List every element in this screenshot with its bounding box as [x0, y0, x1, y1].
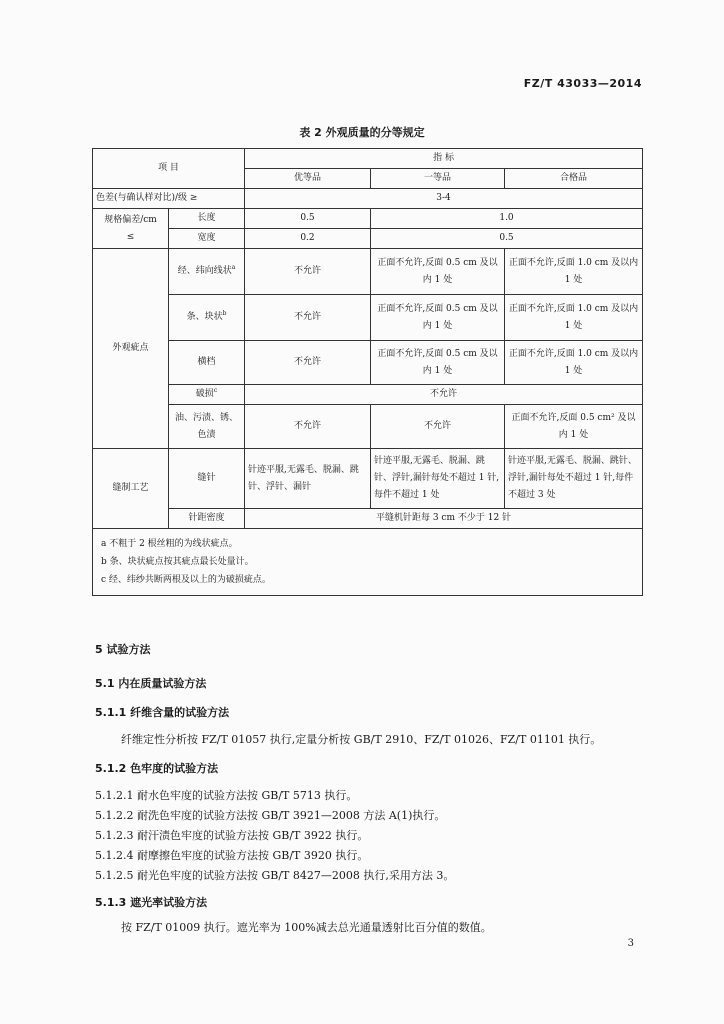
spec-dev-label: 规格偏差/cm ≤	[93, 209, 169, 249]
stitch-grade3: 针迹平服,无露毛、脱漏、跳针、浮针,漏针每处不超过 1 针,每件不超过 3 处	[505, 449, 643, 509]
warp-label: 经、纬向线状$^a$	[169, 249, 245, 295]
stain-label: 油、污渍、锈、色渍	[169, 405, 245, 449]
width-label: 宽度	[169, 229, 245, 249]
bar-grade1: 不允许	[245, 341, 371, 385]
section-5-1-1-heading: 5.1.1 纤维含量的试验方法	[95, 706, 230, 719]
length-grade1: 0.5	[245, 209, 371, 229]
clause-5-1-2-2: 5.1.2.2 耐洗色牢度的试验方法按 GB/T 3921—2008 方法 A(1)执行。	[95, 809, 446, 822]
table-row	[93, 449, 643, 509]
width-grade1: 0.2	[245, 229, 371, 249]
header-grade-excellent: 优等品	[245, 169, 371, 189]
table-title: 表 2 外观质量的分等规定	[299, 126, 425, 139]
page-number: 3	[627, 938, 634, 949]
table-row	[93, 249, 643, 295]
strip-grade1: 不允许	[245, 295, 371, 341]
table-row	[93, 149, 643, 169]
appearance-label: 外观疵点	[93, 249, 169, 449]
color-diff-label: 色差(与确认样对比)/级 ≥	[93, 189, 245, 209]
density-value: 平缝机针距每 3 cm 不少于 12 针	[245, 509, 643, 529]
table-row	[93, 405, 643, 449]
paragraph-5-1-3: 按 FZ/T 01009 执行。遮光率为 100%减去总光通量透射比百分值的数值。	[121, 921, 492, 934]
note-a: a 不粗于 2 根丝粗的为线状疵点。	[101, 539, 238, 549]
table-row	[93, 229, 643, 249]
color-diff-value: 3-4	[245, 189, 643, 209]
clause-5-1-2-1: 5.1.2.1 耐水色牢度的试验方法按 GB/T 5713 执行。	[95, 789, 358, 802]
section-5-heading: 5 试验方法	[95, 643, 151, 656]
table-row	[93, 509, 643, 529]
warp-grade1: 不允许	[245, 249, 371, 295]
damage-value: 不允许	[245, 385, 643, 405]
strip-label: 条、块状$^b$	[169, 295, 245, 341]
warp-grade2: 正面不允许,反面 0.5 cm 及以内 1 处	[371, 249, 505, 295]
table-row	[93, 529, 643, 596]
table-notes	[93, 529, 643, 596]
section-5-1-heading: 5.1 内在质量试验方法	[95, 677, 207, 690]
table-row	[93, 295, 643, 341]
bar-grade3: 正面不允许,反面 1.0 cm 及以内 1 处	[505, 341, 643, 385]
header-item: 项 目	[93, 149, 245, 189]
bar-label: 横档	[169, 341, 245, 385]
table-row	[93, 209, 643, 229]
length-label: 长度	[169, 209, 245, 229]
section-5-1-3-heading: 5.1.3 遮光率试验方法	[95, 896, 208, 909]
strip-grade2: 正面不允许,反面 0.5 cm 及以内 1 处	[371, 295, 505, 341]
header-grade-qualified: 合格品	[505, 169, 643, 189]
header-grade-first: 一等品	[371, 169, 505, 189]
stain-grade2: 不允许	[371, 405, 505, 449]
clause-5-1-2-4: 5.1.2.4 耐摩擦色牢度的试验方法按 GB/T 3920 执行。	[95, 849, 369, 862]
header-indicator: 指 标	[245, 149, 643, 169]
section-5-1-2-heading: 5.1.2 色牢度的试验方法	[95, 762, 219, 775]
stitch-grade2: 针迹平服,无露毛、脱漏、跳针、浮针,漏针每处不超过 1 针,每件不超过 1 处	[371, 449, 505, 509]
standard-number: FZ/T 43033—2014	[523, 77, 642, 90]
clause-5-1-2-5: 5.1.2.5 耐光色牢度的试验方法按 GB/T 8427—2008 执行,采用方法 3。	[95, 869, 455, 882]
grading-table	[92, 148, 643, 596]
warp-grade3: 正面不允许,反面 1.0 cm 及以内 1 处	[505, 249, 643, 295]
damage-label: 破损$^c$	[169, 385, 245, 405]
density-label: 针距密度	[169, 509, 245, 529]
stitch-label: 缝针	[169, 449, 245, 509]
stain-grade3: 正面不允许,反面 0.5 cm² 及以内 1 处	[505, 405, 643, 449]
table-row	[93, 385, 643, 405]
clause-5-1-2-3: 5.1.2.3 耐汗渍色牢度的试验方法按 GB/T 3922 执行。	[95, 829, 369, 842]
stitch-grade1: 针迹平服,无露毛、脱漏、跳针、浮针、漏针	[245, 449, 371, 509]
note-b: b 条、块状疵点按其疵点最长处量计。	[101, 557, 254, 567]
table-row	[93, 189, 643, 209]
length-grade23: 1.0	[371, 209, 643, 229]
width-grade23: 0.5	[371, 229, 643, 249]
table-row	[93, 341, 643, 385]
note-c: c 经、纬纱共断两根及以上的为破损疵点。	[101, 575, 271, 585]
strip-grade3: 正面不允许,反面 1.0 cm 及以内 1 处	[505, 295, 643, 341]
bar-grade2: 正面不允许,反面 0.5 cm 及以内 1 处	[371, 341, 505, 385]
paragraph-5-1-1: 纤维定性分析按 FZ/T 01057 执行,定量分析按 GB/T 2910、FZ/T 01026、FZ/T 01101 执行。	[121, 733, 602, 746]
sewing-label: 缝制工艺	[93, 449, 169, 529]
stain-grade1: 不允许	[245, 405, 371, 449]
